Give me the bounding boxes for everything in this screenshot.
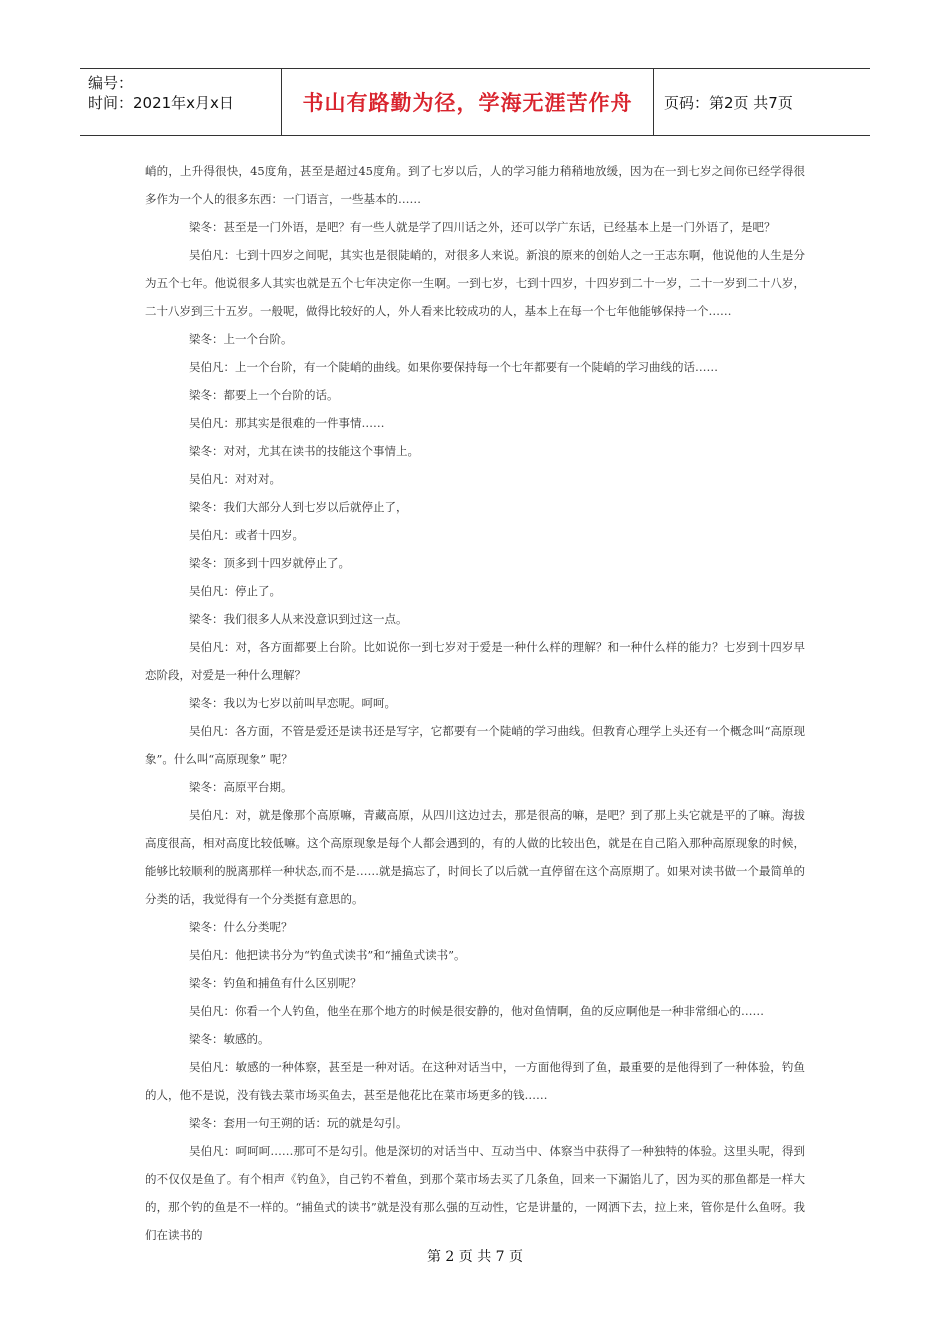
paragraph: 吴伯凡：他把读书分为“钓鱼式读书”和“捕鱼式读书”。 (189, 948, 466, 962)
header-motto-cell (282, 69, 654, 135)
motto-text: 书山有路勤为径，学海无涯苦作舟 (302, 91, 633, 115)
paragraph: 吴伯凡：敏感的一种体察，甚至是一种对话。在这种对话当中，一方面他得到了鱼，最重要的是他得到了一种体验，钓鱼的人，他不是说，没有钱去菜市场买鱼去，甚至是他花比在菜市场更多的钱…… (145, 1060, 805, 1102)
paragraph: 吴伯凡：七到十四岁之间呢，其实也是很陡峭的，对很多人来说。新浪的原来的创始人之一王志东啊，他说他的人生是分为五个七年。他说很多人其实也就是五个七年决定你一生啊。一到七岁，七到十四岁，十四岁到二十一岁，二十一岁到二十八岁，二十八岁到三十五岁。一般呢，做得比较好的人，外人看来比较成功的人，基本上在每一个七年他能够保持一个…… (145, 248, 805, 318)
paragraph: 吴伯凡：对，各方面都要上台阶。比如说你一到七岁对于爱是一种什么样的理解？和一种什么样的能力？七岁到十四岁早恋阶段，对爱是一种什么理解？ (145, 640, 805, 682)
paragraph: 峭的，上升得很快，45度角，甚至是超过45度角。到了七岁以后，人的学习能力稍稍地放缓，因为在一到七岁之间你已经学得很多作为一个人的很多东西：一门语言，一些基本的…… (145, 164, 805, 206)
paragraph: 吴伯凡：那其实是很难的一件事情…… (189, 416, 385, 430)
paragraph: 梁冬：甚至是一门外语，是吧？有一些人就是学了四川话之外，还可以学广东话，已经基本上是一门外语了，是吧？ (189, 220, 776, 234)
paragraph: 梁冬：我们很多人从来没意识到过这一点。 (189, 612, 408, 626)
paragraph: 梁冬：都要上一个台阶的话。 (189, 388, 339, 402)
page-label: 页码：第2页 共7页 (664, 93, 793, 112)
paragraph: 梁冬：敏感的。 (189, 1032, 270, 1046)
paragraph: 梁冬：我们大部分人到七岁以后就停止了， (189, 500, 408, 514)
paragraph: 梁冬：上一个台阶。 (189, 332, 293, 346)
page-footer: 第 2 页 共 7 页 (426, 1249, 524, 1265)
paragraph: 吴伯凡：呵呵呵……那可不是勾引。他是深切的对话当中、互动当中、体察当中获得了一种独特的体验。这里头呢，得到的不仅仅是鱼了。有个相声《钓鱼》，自己钓不着鱼，到那个菜市场去买了几条鱼，回来一下漏馅儿了，因为买的那鱼都是一样大的，那个钓的鱼是不一样的。“捕鱼式的读书”就是没有那么强的互动性，它是讲量的，一网洒下去，拉上来，管你是什么鱼呀。我们在读书的 (145, 1144, 805, 1242)
header-table (80, 68, 870, 136)
paragraph: 梁冬：顶多到十四岁就停止了。 (189, 556, 350, 570)
paragraph: 吴伯凡：对对对。 (189, 472, 281, 486)
paragraph: 梁冬：套用一句王朔的话：玩的就是勾引。 (189, 1116, 408, 1130)
paragraph: 梁冬：钓鱼和捕鱼有什么区别呢？ (189, 976, 362, 990)
header-meta (80, 69, 282, 135)
serial-label: 编号： (88, 74, 134, 92)
document-body (145, 157, 805, 1249)
paragraph: 吴伯凡：各方面，不管是爱还是读书还是写字，它都要有一个陡峭的学习曲线。但教育心理学上头还有一个概念叫“高原现象”。什么叫“高原现象” 呢？ (145, 724, 805, 766)
paragraph: 吴伯凡：或者十四岁。 (189, 528, 304, 542)
paragraph: 梁冬：对对，尤其在读书的技能这个事情上。 (189, 444, 419, 458)
paragraph: 梁冬：高原平台期。 (189, 780, 293, 794)
paragraph: 吴伯凡：你看一个人钓鱼，他坐在那个地方的时候是很安静的，他对鱼情啊，鱼的反应啊他是一种非常细心的…… (189, 1004, 764, 1018)
date-label: 时间：2021年x月x日 (88, 94, 234, 112)
paragraph: 吴伯凡：上一个台阶，有一个陡峭的曲线。如果你要保持每一个七年都要有一个陡峭的学习曲线的话…… (189, 360, 718, 374)
header-page-cell (654, 69, 870, 135)
paragraph: 吴伯凡：停止了。 (189, 584, 281, 598)
paragraph: 梁冬：我以为七岁以前叫早恋呢。呵呵。 (189, 696, 396, 710)
paragraph: 吴伯凡：对，就是像那个高原嘛，青藏高原，从四川这边过去，那是很高的嘛，是吧？到了那上头它就是平的了嘛。海拔高度很高，相对高度比较低嘛。这个高原现象是每个人都会遇到的，有的人做的比较出色，就是在自己陷入那种高原现象的时候，能够比较顺利的脱离那样一种状态,而不是……就是搞忘了，时间长了以后就一直停留在这个高原期了。如果对读书做一个最简单的分类的话，我觉得有一个分类挺有意思的。 (145, 808, 805, 906)
paragraph: 梁冬：什么分类呢？ (189, 920, 293, 934)
